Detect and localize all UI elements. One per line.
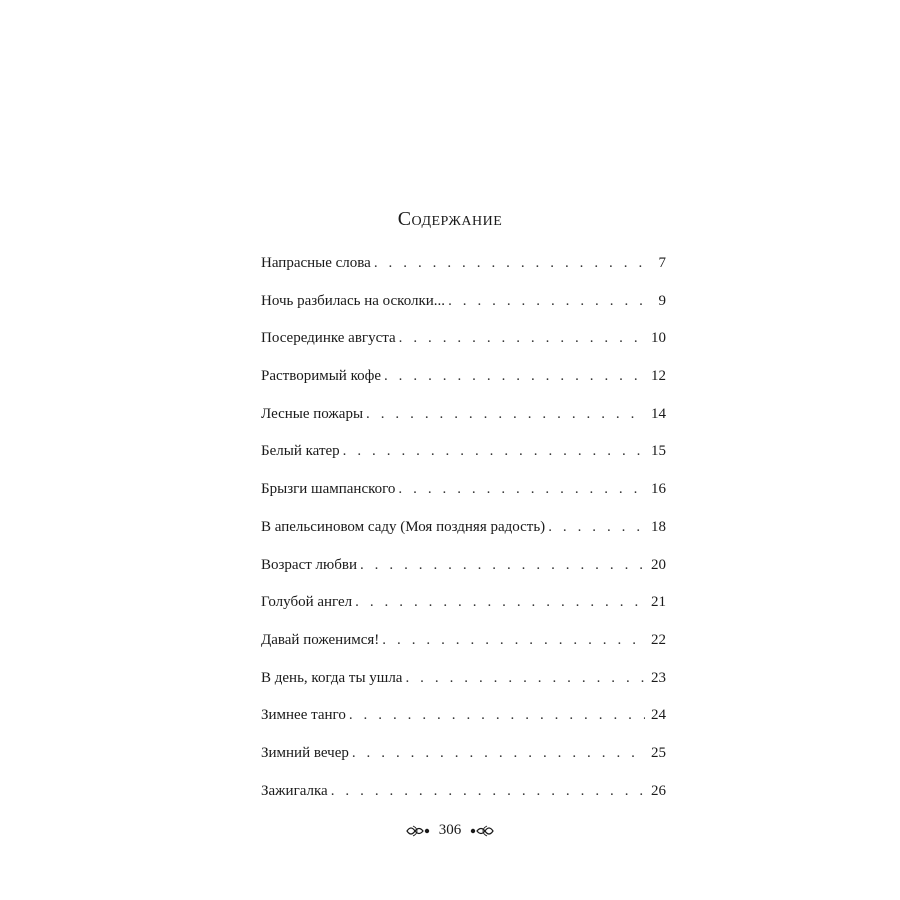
bleed-through-shadow: [200, 0, 400, 150]
toc-entry-page: 23: [651, 669, 666, 686]
toc-entry-page: 12: [651, 368, 666, 385]
toc-entry-title: Белый катер: [261, 443, 340, 460]
toc-entry-page: 25: [651, 744, 666, 761]
toc-entry[interactable]: [261, 629, 666, 667]
toc-entry-title: Растворимый кофе: [261, 368, 381, 385]
toc-entry[interactable]: [261, 365, 666, 403]
dot-leader: [366, 403, 645, 425]
dot-leader: [331, 780, 645, 802]
toc-entry-title: В день, когда ты ушла: [261, 669, 403, 686]
dot-leader: [343, 440, 645, 462]
toc-entry-title: В апельсиновом саду (Моя поздняя радость): [261, 518, 546, 535]
toc-entry-title: Зимний вечер: [261, 744, 349, 761]
toc-entry[interactable]: [261, 516, 666, 554]
toc-entry-title: Напрасные слова: [261, 255, 371, 271]
dot-leader: [360, 554, 645, 576]
toc-entry-title: Лесные пожары: [261, 405, 364, 422]
dot-leader: [399, 327, 645, 349]
toc-entry-page: 9: [658, 292, 666, 309]
toc-entry[interactable]: [261, 780, 666, 818]
toc-entry-page: 7: [658, 255, 666, 271]
toc-entry[interactable]: [261, 478, 666, 516]
page-title: Содержание: [397, 208, 503, 230]
dot-leader: [352, 742, 645, 764]
toc-entry-page: 16: [651, 481, 666, 498]
dot-leader: [349, 704, 645, 726]
toc-entry-page: 21: [651, 594, 666, 611]
toc-entry-page: 10: [651, 330, 666, 347]
dot-leader: [374, 252, 646, 274]
toc-entry-title: Зажигалка: [261, 782, 328, 799]
toc-entry[interactable]: [261, 327, 666, 365]
dot-leader: [448, 290, 646, 312]
toc-entry-title: Брызги шампанского: [261, 481, 396, 498]
toc-entry-page: 15: [651, 443, 666, 460]
dot-leader: [355, 591, 645, 613]
dot-leader: [384, 365, 645, 387]
flourish-icon: [467, 823, 495, 839]
toc-entry[interactable]: [261, 554, 666, 592]
dot-leader: [548, 516, 645, 538]
toc-entry-page: 14: [651, 405, 666, 422]
toc-entry-page: 20: [651, 556, 666, 573]
table-of-contents: [261, 252, 666, 817]
toc-entry[interactable]: [261, 591, 666, 629]
dot-leader: [382, 629, 645, 651]
toc-entry-title: Зимнее танго: [261, 707, 346, 724]
page-footer: [0, 822, 900, 839]
toc-entry[interactable]: [261, 403, 666, 441]
toc-entry-title: Давай поженимся!: [261, 631, 380, 648]
toc-entry-title: Посерединке августа: [261, 330, 396, 347]
toc-entry-title: Голубой ангел: [261, 594, 353, 611]
toc-entry[interactable]: [261, 290, 666, 328]
toc-entry-title: Возраст любви: [261, 556, 357, 573]
flourish-icon: [405, 823, 433, 839]
toc-entry-title: Ночь разбилась на осколки...: [261, 292, 446, 309]
toc-entry-page: 18: [651, 518, 666, 535]
toc-entry[interactable]: [261, 440, 666, 478]
toc-entry[interactable]: [261, 667, 666, 705]
toc-entry[interactable]: [261, 742, 666, 780]
dot-leader: [398, 478, 645, 500]
toc-entry-page: 24: [651, 707, 666, 724]
toc-entry[interactable]: [261, 704, 666, 742]
dot-leader: [405, 667, 645, 689]
toc-entry[interactable]: [261, 252, 666, 290]
toc-entry-page: 26: [651, 782, 666, 799]
page-number: 306: [438, 822, 462, 838]
toc-entry-page: 22: [651, 631, 666, 648]
